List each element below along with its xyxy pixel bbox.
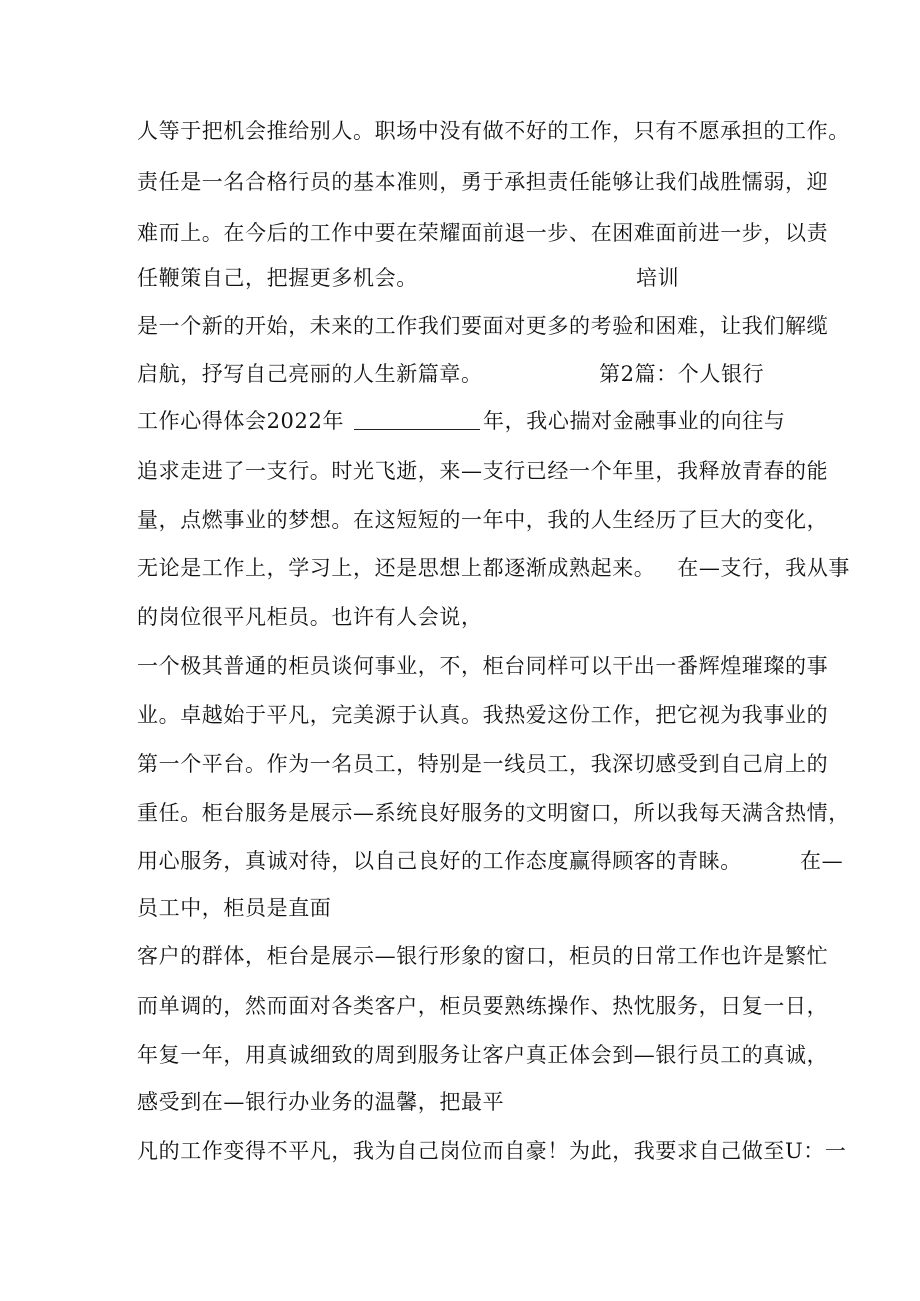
text-line-with-blank <box>137 406 785 436</box>
text-line: 客户的群体，柜台是展示—银行形象的窗口，柜员的日常工作也许是繁忙 <box>137 944 829 968</box>
text-line: 感受到在—银行办业务的温馨，把最平 <box>137 1090 505 1114</box>
text-line: 的岗位很平凡柜员。也许有人会说， <box>137 605 483 629</box>
text-line: 第一个平台。作为一名员工，特别是一线员工，我深切感受到自己肩上的 <box>137 752 829 776</box>
text-line: 启航，抒写自己亮丽的人生新篇章。 第2篇：个人银行 <box>137 362 765 386</box>
text-line: 年复一年，用真诚细致的周到服务让客户真正体会到—银行员工的真诚， <box>137 1043 829 1067</box>
text-line: 业。卓越始于平凡，完美源于认真。我热爱这份工作，把它视为我事业的 <box>137 703 829 727</box>
text-line: 责任是一名合格行员的基本准则，勇于承担责任能够让我们战胜懦弱，迎 <box>137 170 829 194</box>
text-line: 量，点燃事业的梦想。在这短短的一年中，我的人生经历了巨大的变化， <box>137 508 829 532</box>
text-line: 一个极其普通的柜员谈何事业，不，柜台同样可以干出一番辉煌璀璨的事 <box>137 654 829 678</box>
blank-underline <box>354 407 480 430</box>
text-line: 重任。柜台服务是展示—系统良好服务的文明窗口，所以我每天满含热情， <box>137 801 850 825</box>
text-line: 无论是工作上，学习上，还是思想上都逐渐成熟起来。 在—支行，我从事 <box>137 556 851 580</box>
text-line: 是一个新的开始，未来的工作我们要面对更多的考验和困难，让我们解缆 <box>137 314 829 338</box>
text-line: 难而上。在今后的工作中要在荣耀面前退一步、在困难面前进一步，以责 <box>137 221 829 245</box>
text-line: 追求走进了一支行。时光飞逝，来—支行已经一个年里，我释放青春的能 <box>137 459 829 483</box>
text-line: 任鞭策自己，把握更多机会。 培训 <box>137 266 680 290</box>
line-suffix: 年，我心揣对金融事业的向往与 <box>483 409 786 433</box>
text-line: 而单调的，然而面对各类客户，柜员要熟练操作、热忱服务，日复一日， <box>137 994 829 1018</box>
text-line: 凡的工作变得不平凡，我为自己岗位而自豪！为此，我要求自己做至U：一 <box>137 1139 847 1163</box>
line-prefix: 工作心得体会2022年 <box>137 409 345 433</box>
text-line: 用心服务，真诚对待，以自己良好的工作态度赢得顾客的青睐。 在— <box>137 849 844 873</box>
text-line: 员工中，柜员是直面 <box>137 896 332 920</box>
text-line: 人等于把机会推给别人。职场中没有做不好的工作，只有不愿承担的工作。 <box>137 119 850 143</box>
